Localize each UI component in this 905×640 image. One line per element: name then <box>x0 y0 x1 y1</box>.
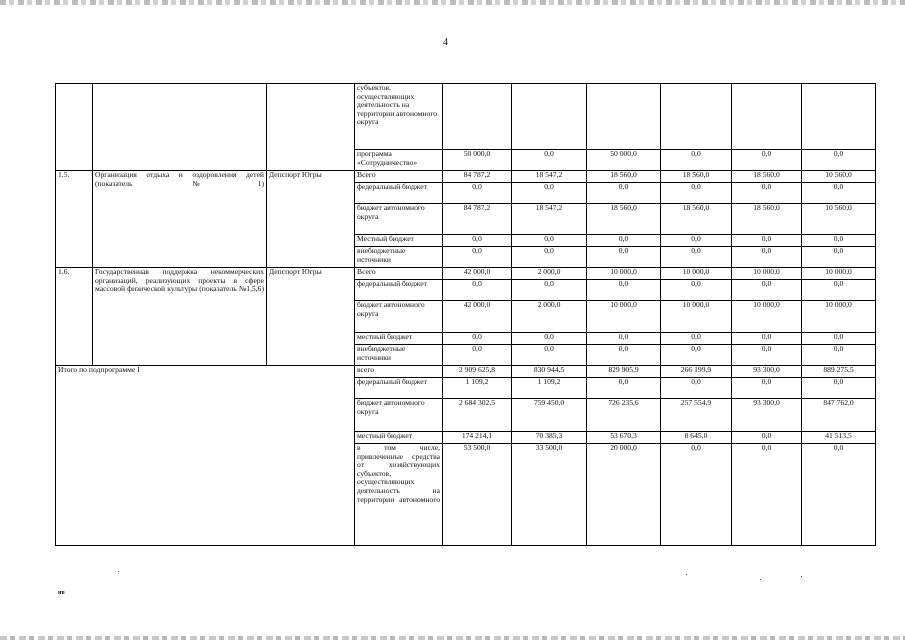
value-cell: 0,0 <box>661 150 732 171</box>
funding-source-cell: федеральный бюджет <box>355 378 443 399</box>
value-cell: 0,0 <box>443 235 512 247</box>
funding-source-cell: федеральный бюджет <box>355 280 443 301</box>
value-cell: 10 560,0 <box>802 171 876 183</box>
activity-cell <box>93 84 267 171</box>
executor-name: Депспорт Югры <box>267 268 355 366</box>
value-cell: 10 000,0 <box>802 268 876 280</box>
value-cell: 10 560,0 <box>802 204 876 235</box>
value-cell: 0,0 <box>661 183 732 204</box>
funding-source-cell: Местный бюджет <box>355 235 443 247</box>
funding-source-cell: внебюджетные источники <box>355 247 443 268</box>
value-cell: 0,0 <box>732 444 802 546</box>
value-cell: 93 300,0 <box>732 366 802 378</box>
value-cell: 84 787,2 <box>443 171 512 183</box>
table-row <box>56 366 876 378</box>
value-cell: 266 199,9 <box>661 366 732 378</box>
value-cell: 0,0 <box>732 150 802 171</box>
value-cell: 1 109,2 <box>443 378 512 399</box>
value-cell: 18 547,2 <box>512 171 587 183</box>
value-cell: 0,0 <box>802 280 876 301</box>
executor-name: Депспорт Югры <box>267 171 355 268</box>
value-cell: 0,0 <box>802 345 876 366</box>
value-cell: 0,0 <box>443 333 512 345</box>
funding-source-cell: субъектов, осуществляющих деятельность на территории автономного округа <box>355 84 443 150</box>
value-cell: 0,0 <box>587 378 661 399</box>
table-body <box>56 84 876 546</box>
value-cell: 0,0 <box>661 444 732 546</box>
value-cell: 0,0 <box>512 183 587 204</box>
value-cell: 0,0 <box>443 345 512 366</box>
value-cell: 33 500,0 <box>512 444 587 546</box>
funding-source-cell: Всего <box>355 171 443 183</box>
value-cell: 0,0 <box>512 280 587 301</box>
value-cell: 18 560,0 <box>661 171 732 183</box>
value-cell: 0,0 <box>732 183 802 204</box>
value-cell: 0,0 <box>732 235 802 247</box>
value-cell: 847 762,0 <box>802 399 876 432</box>
value-cell: 0,0 <box>661 280 732 301</box>
scan-speck <box>760 579 761 580</box>
value-cell: 0,0 <box>732 247 802 268</box>
value-cell: 830 944,5 <box>512 366 587 378</box>
value-cell: 829 905,9 <box>587 366 661 378</box>
value-cell: 10 000,0 <box>587 301 661 333</box>
value-cell: 0,0 <box>512 150 587 171</box>
value-cell: 0,0 <box>732 378 802 399</box>
activity-name: Государственная поддержка некоммерческих организаций, реализующих проекты в сфере массовой физической культуры (показатель №1,5,6) <box>93 268 267 366</box>
value-cell: 0,0 <box>587 280 661 301</box>
funding-source-cell: федеральный бюджет <box>355 183 443 204</box>
value-cell: 0,0 <box>587 345 661 366</box>
value-cell: 0,0 <box>512 247 587 268</box>
funding-source-cell: бюджет автономного округа <box>355 204 443 235</box>
item-number: 1.6. <box>56 268 93 366</box>
value-cell: 0,0 <box>587 247 661 268</box>
number-cell <box>56 84 93 171</box>
value-cell: 0,0 <box>732 280 802 301</box>
value-cell: 0,0 <box>802 444 876 546</box>
value-cell: 2 000,0 <box>512 301 587 333</box>
value-cell: 10 000,0 <box>732 268 802 280</box>
value-cell <box>661 84 732 150</box>
value-cell: 50 000,0 <box>587 150 661 171</box>
value-cell: 2 684 302,5 <box>443 399 512 432</box>
value-cell: 53 500,0 <box>443 444 512 546</box>
scan-bottom-edge <box>0 636 905 640</box>
value-cell: 8 645,0 <box>661 432 732 444</box>
value-cell: 1 109,2 <box>512 378 587 399</box>
value-cell: 0,0 <box>802 378 876 399</box>
value-cell <box>587 84 661 150</box>
value-cell: 42 000,0 <box>443 301 512 333</box>
value-cell: 70 385,3 <box>512 432 587 444</box>
value-cell: 18 547,2 <box>512 204 587 235</box>
funding-source-cell: программа «Сотрудничество» <box>355 150 443 171</box>
scan-speck <box>686 574 687 575</box>
value-cell: 0,0 <box>587 235 661 247</box>
value-cell <box>802 84 876 150</box>
executor-cell <box>267 84 355 171</box>
item-number: 1.5. <box>56 171 93 268</box>
value-cell: 50 000,0 <box>443 150 512 171</box>
funding-source-cell: бюджет автономного округа <box>355 399 443 432</box>
value-cell: 0,0 <box>802 183 876 204</box>
value-cell: 0,0 <box>802 150 876 171</box>
value-cell: 53 670,3 <box>587 432 661 444</box>
value-cell: 10 000,0 <box>587 268 661 280</box>
funding-source-cell: местный бюджет <box>355 432 443 444</box>
value-cell: 10 000,0 <box>732 301 802 333</box>
value-cell: 257 554,9 <box>661 399 732 432</box>
value-cell: 18 560,0 <box>732 171 802 183</box>
funding-source-cell: бюджет автономного округа <box>355 301 443 333</box>
funding-source-cell: местный бюджет <box>355 333 443 345</box>
value-cell: 0,0 <box>802 333 876 345</box>
value-cell: 2 909 625,8 <box>443 366 512 378</box>
total-label: Итого по подпрограмме I <box>56 366 355 546</box>
value-cell: 0,0 <box>732 333 802 345</box>
table-row <box>56 268 876 280</box>
value-cell: 759 450,0 <box>512 399 587 432</box>
funding-source-cell: в том числе, привлеченные средства от хозяйствующих субъектов, осуществляющих деятельность на территории автономного <box>355 444 443 546</box>
value-cell: 0,0 <box>732 345 802 366</box>
table-row <box>56 84 876 150</box>
page-number: 4 <box>443 37 448 48</box>
value-cell: 0,0 <box>661 247 732 268</box>
value-cell: 10 000,0 <box>661 268 732 280</box>
activity-name: Организация отдыха и оздоровления детей (показатель №1) <box>93 171 267 268</box>
value-cell: 0,0 <box>661 378 732 399</box>
scan-speck <box>801 576 802 577</box>
value-cell: 0,0 <box>587 333 661 345</box>
value-cell: 0,0 <box>661 235 732 247</box>
scan-speck <box>118 571 119 572</box>
value-cell: 0,0 <box>443 183 512 204</box>
value-cell: 10 000,0 <box>802 301 876 333</box>
value-cell: 84 787,2 <box>443 204 512 235</box>
value-cell: 20 000,0 <box>587 444 661 546</box>
value-cell: 2 000,0 <box>512 268 587 280</box>
value-cell: 0,0 <box>802 235 876 247</box>
value-cell: 726 235,6 <box>587 399 661 432</box>
value-cell: 0,0 <box>443 247 512 268</box>
value-cell: 18 560,0 <box>661 204 732 235</box>
footer-note: нв <box>58 590 65 596</box>
value-cell: 42 000,0 <box>443 268 512 280</box>
value-cell: 0,0 <box>802 247 876 268</box>
value-cell <box>443 84 512 150</box>
value-cell: 0,0 <box>443 280 512 301</box>
funding-source-cell: всего <box>355 366 443 378</box>
value-cell: 41 513,5 <box>802 432 876 444</box>
value-cell: 10 000,0 <box>661 301 732 333</box>
scan-top-edge <box>0 0 905 5</box>
value-cell: 93 300,0 <box>732 399 802 432</box>
budget-table <box>55 83 876 546</box>
value-cell: 174 214,1 <box>443 432 512 444</box>
value-cell <box>732 84 802 150</box>
value-cell: 18 560,0 <box>587 171 661 183</box>
funding-source-cell: внебюджетные источники <box>355 345 443 366</box>
value-cell: 0,0 <box>661 333 732 345</box>
value-cell: 0,0 <box>661 345 732 366</box>
value-cell: 18 560,0 <box>587 204 661 235</box>
value-cell: 0,0 <box>732 432 802 444</box>
table-row <box>56 171 876 183</box>
value-cell: 18 560,0 <box>732 204 802 235</box>
value-cell: 0,0 <box>512 345 587 366</box>
value-cell: 0,0 <box>587 183 661 204</box>
value-cell: 0,0 <box>512 235 587 247</box>
value-cell <box>512 84 587 150</box>
value-cell: 0,0 <box>512 333 587 345</box>
value-cell: 889 275,5 <box>802 366 876 378</box>
funding-source-cell: Всего <box>355 268 443 280</box>
